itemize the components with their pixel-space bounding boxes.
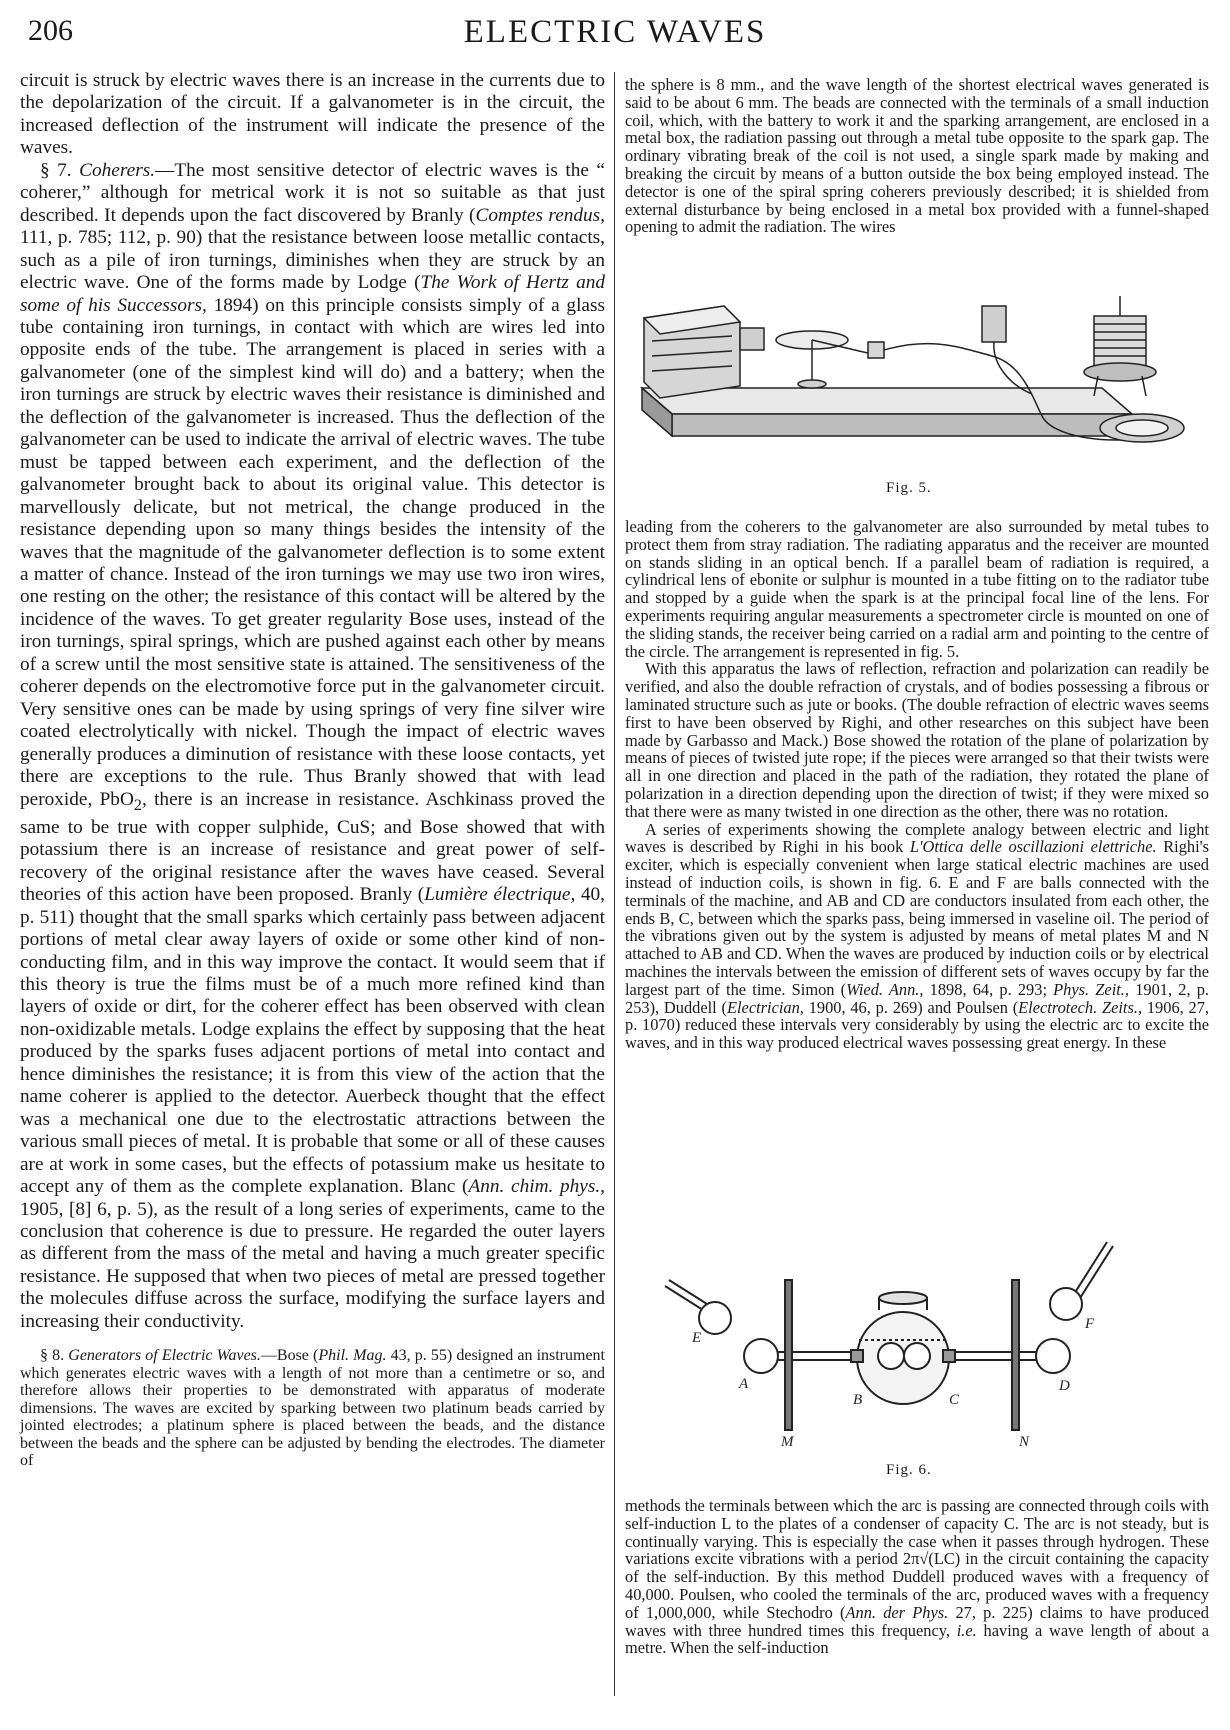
citation: Ann. chim. phys.,: [468, 1176, 605, 1198]
label-D: D: [1059, 1378, 1070, 1394]
right-column-middle: [625, 518, 1209, 1052]
text-run: 1898, 64, p. 293;: [923, 979, 1054, 999]
paragraph-circuit: circuit is struck by electric waves there is an increase in the currents due to the depolarization of the circuit. If a galvanometer is in the circuit, the increased deflection of the instrument will indicate the presence of the waves.: [20, 70, 605, 159]
figure-5-apparatus-illustration: [632, 296, 1208, 486]
label-M: M: [781, 1434, 794, 1450]
citation: Comptes rendus,: [475, 204, 605, 226]
section-label: § 8.: [40, 1347, 69, 1365]
text-run: 1905, [8] 6, p. 5), as the result of a long series of experiments, came to the conclusion that coherence is due to pressure. He regarded the outer layers as different from the mass of the metal and having a much greater specific resistance. He supposed that when two pieces of metal are pressed together the molecules diffuse across the surface, modifying the surface layers and increasing their conductivity.: [20, 1198, 605, 1332]
right-column-top: [625, 76, 1209, 236]
citation: Phys. Zeit.,: [1053, 979, 1130, 999]
text-run: —The most sensitive detector of electric waves is the “ coherer,” although for metrical work it is not so suitable as that just described. It depends upon the fact discovered by Branly (: [20, 159, 605, 226]
text-run: 111, p. 785; 112, p. 90) that the resistance between loose metallic contacts, such as a pile of iron turnings, diminishes when they are struck by an electric wave. One of the forms made by Lodge (: [20, 227, 605, 294]
label-N: N: [1019, 1434, 1030, 1450]
paragraph-arc-methods: [625, 1497, 1209, 1657]
text-run: 40, p. 511) thought that the small sparks which certainly pass between adjacent portions of metal clear away layers of oxide or some other kind of non-conducting film, and in this way improve the contact. It would seem that if this theory is true the films must be of a much more refined kind than layers of oxide or dirt, for the coherer effect has been observed with clean non-oxidizable metals. Lodge explains the effect by supposing that the heat produced by the sparks fuses adjacent portions of metal into contact and hence diminishes the resistance; it is from this view of the action that the name coherer is applied to the detector. Auerbeck thought that the effect was a mechanical one due to the electrostatic attractions between the various small pieces of metal. It is probable that some or all of these causes are at work in some cases, but the effects of potassium make us hesitate to accept any of them as the complete explanation. Blanc (: [20, 884, 605, 1198]
citation: Wied. Ann.,: [846, 979, 924, 999]
section-heading: Coherers.: [79, 159, 156, 181]
label-B: B: [853, 1392, 863, 1408]
text-run: 27, p. 225) claims to have produced waves with three hundred times this frequency,: [625, 1602, 1209, 1640]
citation: Ann. der Phys.: [845, 1602, 949, 1622]
right-column-bottom: [625, 1497, 1209, 1657]
section-heading: Generators of Electric Waves.: [68, 1347, 261, 1365]
section-label: § 7.: [40, 159, 80, 181]
text-run: 43, p. 55) designed an instrument which generates electric waves with a length of not more than a centimetre or so, and therefore allows their properties to be demonstrated with apparatus of moderate dimensions. The waves are excited by sparking between two platinum beads carried by jointed electrodes; a platinum sphere is placed between the beads, and the distance between the beads and the sphere can be adjusted by bending the electrodes. The diameter of: [20, 1347, 606, 1470]
figure-6-caption: Fig. 6.: [886, 1462, 932, 1478]
text-run: , there is an increase in resistance. Aschkinass proved the same to be true with copper sulphide, CuS; and Bose showed that with potassium there is an increase of resistance and great power of self-recovery of the original resistance after the waves have ceased. Several theories of this action have been proposed. Branly (: [20, 788, 605, 906]
page-number: 206: [28, 14, 73, 47]
text-run: 1901, 2, p. 253), Duddell (: [625, 979, 1210, 1017]
text-run: A series of experiments showing the complete analogy between electric and light waves is described by Righi in his book: [625, 819, 1209, 857]
section-8-generators: [20, 1347, 605, 1470]
text-run: —Bose (: [260, 1347, 319, 1365]
text-run: 1900, 46, p. 269) and Poulsen (: [803, 997, 1019, 1017]
label-E: E: [692, 1330, 702, 1346]
label-A: A: [739, 1376, 749, 1392]
citation: Electrotech. Zeits.,: [1018, 997, 1143, 1017]
column-divider: [614, 72, 615, 1696]
paragraph-bose-sphere: the sphere is 8 mm., and the wave length of the shortest electrical waves generated is said to be about 6 mm. The beads are connected with the terminals of a small induction coil, which, with the battery to work it and the sparking arrangement, are enclosed in a metal box, the radiation passing out through a metal tube opposite to the spark gap. The ordinary vibrating break of the coil is not used, a single spark made by making and breaking the circuit by means of a button outside the box being employed instead. The detector is one of the spiral spring coherers previously described; it is shielded from external disturbance by being enclosed in a metal box provided with a funnel-shaped opening to admit the radiation. The wires: [625, 75, 1209, 237]
running-title: ELECTRIC WAVES: [463, 14, 767, 50]
figure-6-righi-exciter-diagram: [655, 1240, 1170, 1460]
section-7-coherers: [20, 160, 605, 1333]
citation: Electrician,: [726, 997, 804, 1017]
paragraph-righi: [625, 821, 1209, 1052]
citation: Phil. Mag.: [318, 1347, 387, 1365]
citation: Lumière électrique,: [424, 884, 576, 906]
left-column: [20, 70, 605, 1470]
label-C: C: [949, 1392, 960, 1408]
figure-5-caption: Fig. 5.: [886, 480, 932, 496]
text-run: 1906, 27, p. 1070) reduced these intervals very considerably by using the electric arc to excite the waves, and in this way produced electrical waves possessing great energy. In these: [625, 997, 1210, 1053]
citation: The Work of Hertz and some of his Successors,: [20, 272, 605, 316]
text-run: methods the terminals between which the arc is passing are connected through coils with self-induction L to the plates of a condenser of capacity C. The arc is not steady, but is continually varying. This is especially the case when it passes through hydrogen. These variations excite vibrations with a period 2π√(LC) in the circuit containing the capacity of the self-induction. By this method Duddell produced waves with a frequency of 40,000. Poulsen, who cooled the terminals of the arc, produced waves with a frequency of 1,000,000, while Stechodro (: [625, 1496, 1209, 1622]
paragraph-polarization: With this apparatus the laws of reflection, refraction and polarization can readily be verified, and also the double refraction of crystals, and of bodies possessing a fibrous or laminated structure such as jute or books. (The double refraction of electric waves seems first to have been observed by Righi, and other researches on this subject have been made by Garbasso and Mack.) Bose showed the rotation of the plane of polarization by means of pieces of twisted jute rope; if the pieces were arranged so that their twists were all in one direction and placed in the path of the radiation, they rotated the plane of polarization in a direction depending upon the direction of twist; if they were mixed so that there were as many twisted in one direction as the other, there was no rotation.: [625, 659, 1209, 821]
label-F: F: [1085, 1316, 1095, 1332]
citation: i.e.: [956, 1620, 977, 1640]
paragraph-optical-bench: leading from the coherers to the galvanometer are also surrounded by metal tubes to protect them from stray radiation. The radiating apparatus and the receiver are mounted on stands sliding in an optical bench. If a parallel beam of radiation is required, a cylindrical lens of ebonite or sulphur is mounted in a tube fitting on to the radiator tube and stopped by a guide when the spark is at the principal focal line of the lens. For experiments requiring angular measurements a spectrometer circle is mounted on one of the sliding stands, the receiver being carried on a radial arm and pointing to the centre of the circle. The arrangement is represented in fig. 5.: [625, 517, 1209, 661]
citation: L'Ottica delle oscillazioni elettriche.: [909, 837, 1157, 857]
text-run: having a wave length of about a metre. When the self-induction: [625, 1620, 1209, 1658]
text-run: 1894) on this principle consists simply of a glass tube containing iron turnings, in contact with which are wires led into opposite ends of the tube. The arrangement is placed in series with a galvanometer (one of the simplest kind will do) and a battery; when the iron turnings are struck by electric waves their resistance is diminished and the deflection of the galvanometer is increased. Thus the deflection of the galvanometer can be used to indicate the arrival of electric waves. The tube must be tapped between each experiment, and the deflection of the galvanometer brought back to about its original value. This detector is marvellously delicate, but not metrical, the change produced in the resistance depending upon so many things besides the intensity of the waves that the magnitude of the galvanometer deflection is to some extent a matter of chance. Instead of the iron turnings we may use two iron wires, one resting on the other; the resistance of this contact will be altered by the incidence of the waves. To get greater regularity Bose uses, instead of the iron turnings, spiral springs, which are pushed against each other by means of a screw until the most sensitive state is attained. The sensitiveness of the coherer depends on the electromotive force put in the galvanometer circuit. Very sensitive ones can be made by using springs of very fine silver wire coated electrolytically with nickel. Though the impact of electric waves generally produces a diminution of resistance with these loose contacts, yet there are exceptions to the rule. Thus Branly showed that with lead peroxide, PbO: [20, 294, 605, 810]
text-run: Righi's exciter, which is especially convenient when large statical electric machines are used instead of induction coils, is shown in fig. 6. E and F are balls connected with the terminals of the machine, and AB and CD are conductors insulated from each other, the ends B, C, between which the sparks pass, being immersed in vaseline oil. The period of the vibrations given out by the system is adjusted by means of metal plates M and N attached to AB and CD. When the waves are produced by induction coils or by electrical machines the intervals between the emission of different sets of waves occupy by far the largest part of the time. Simon (: [625, 837, 1209, 999]
subscript: 2: [133, 796, 142, 814]
